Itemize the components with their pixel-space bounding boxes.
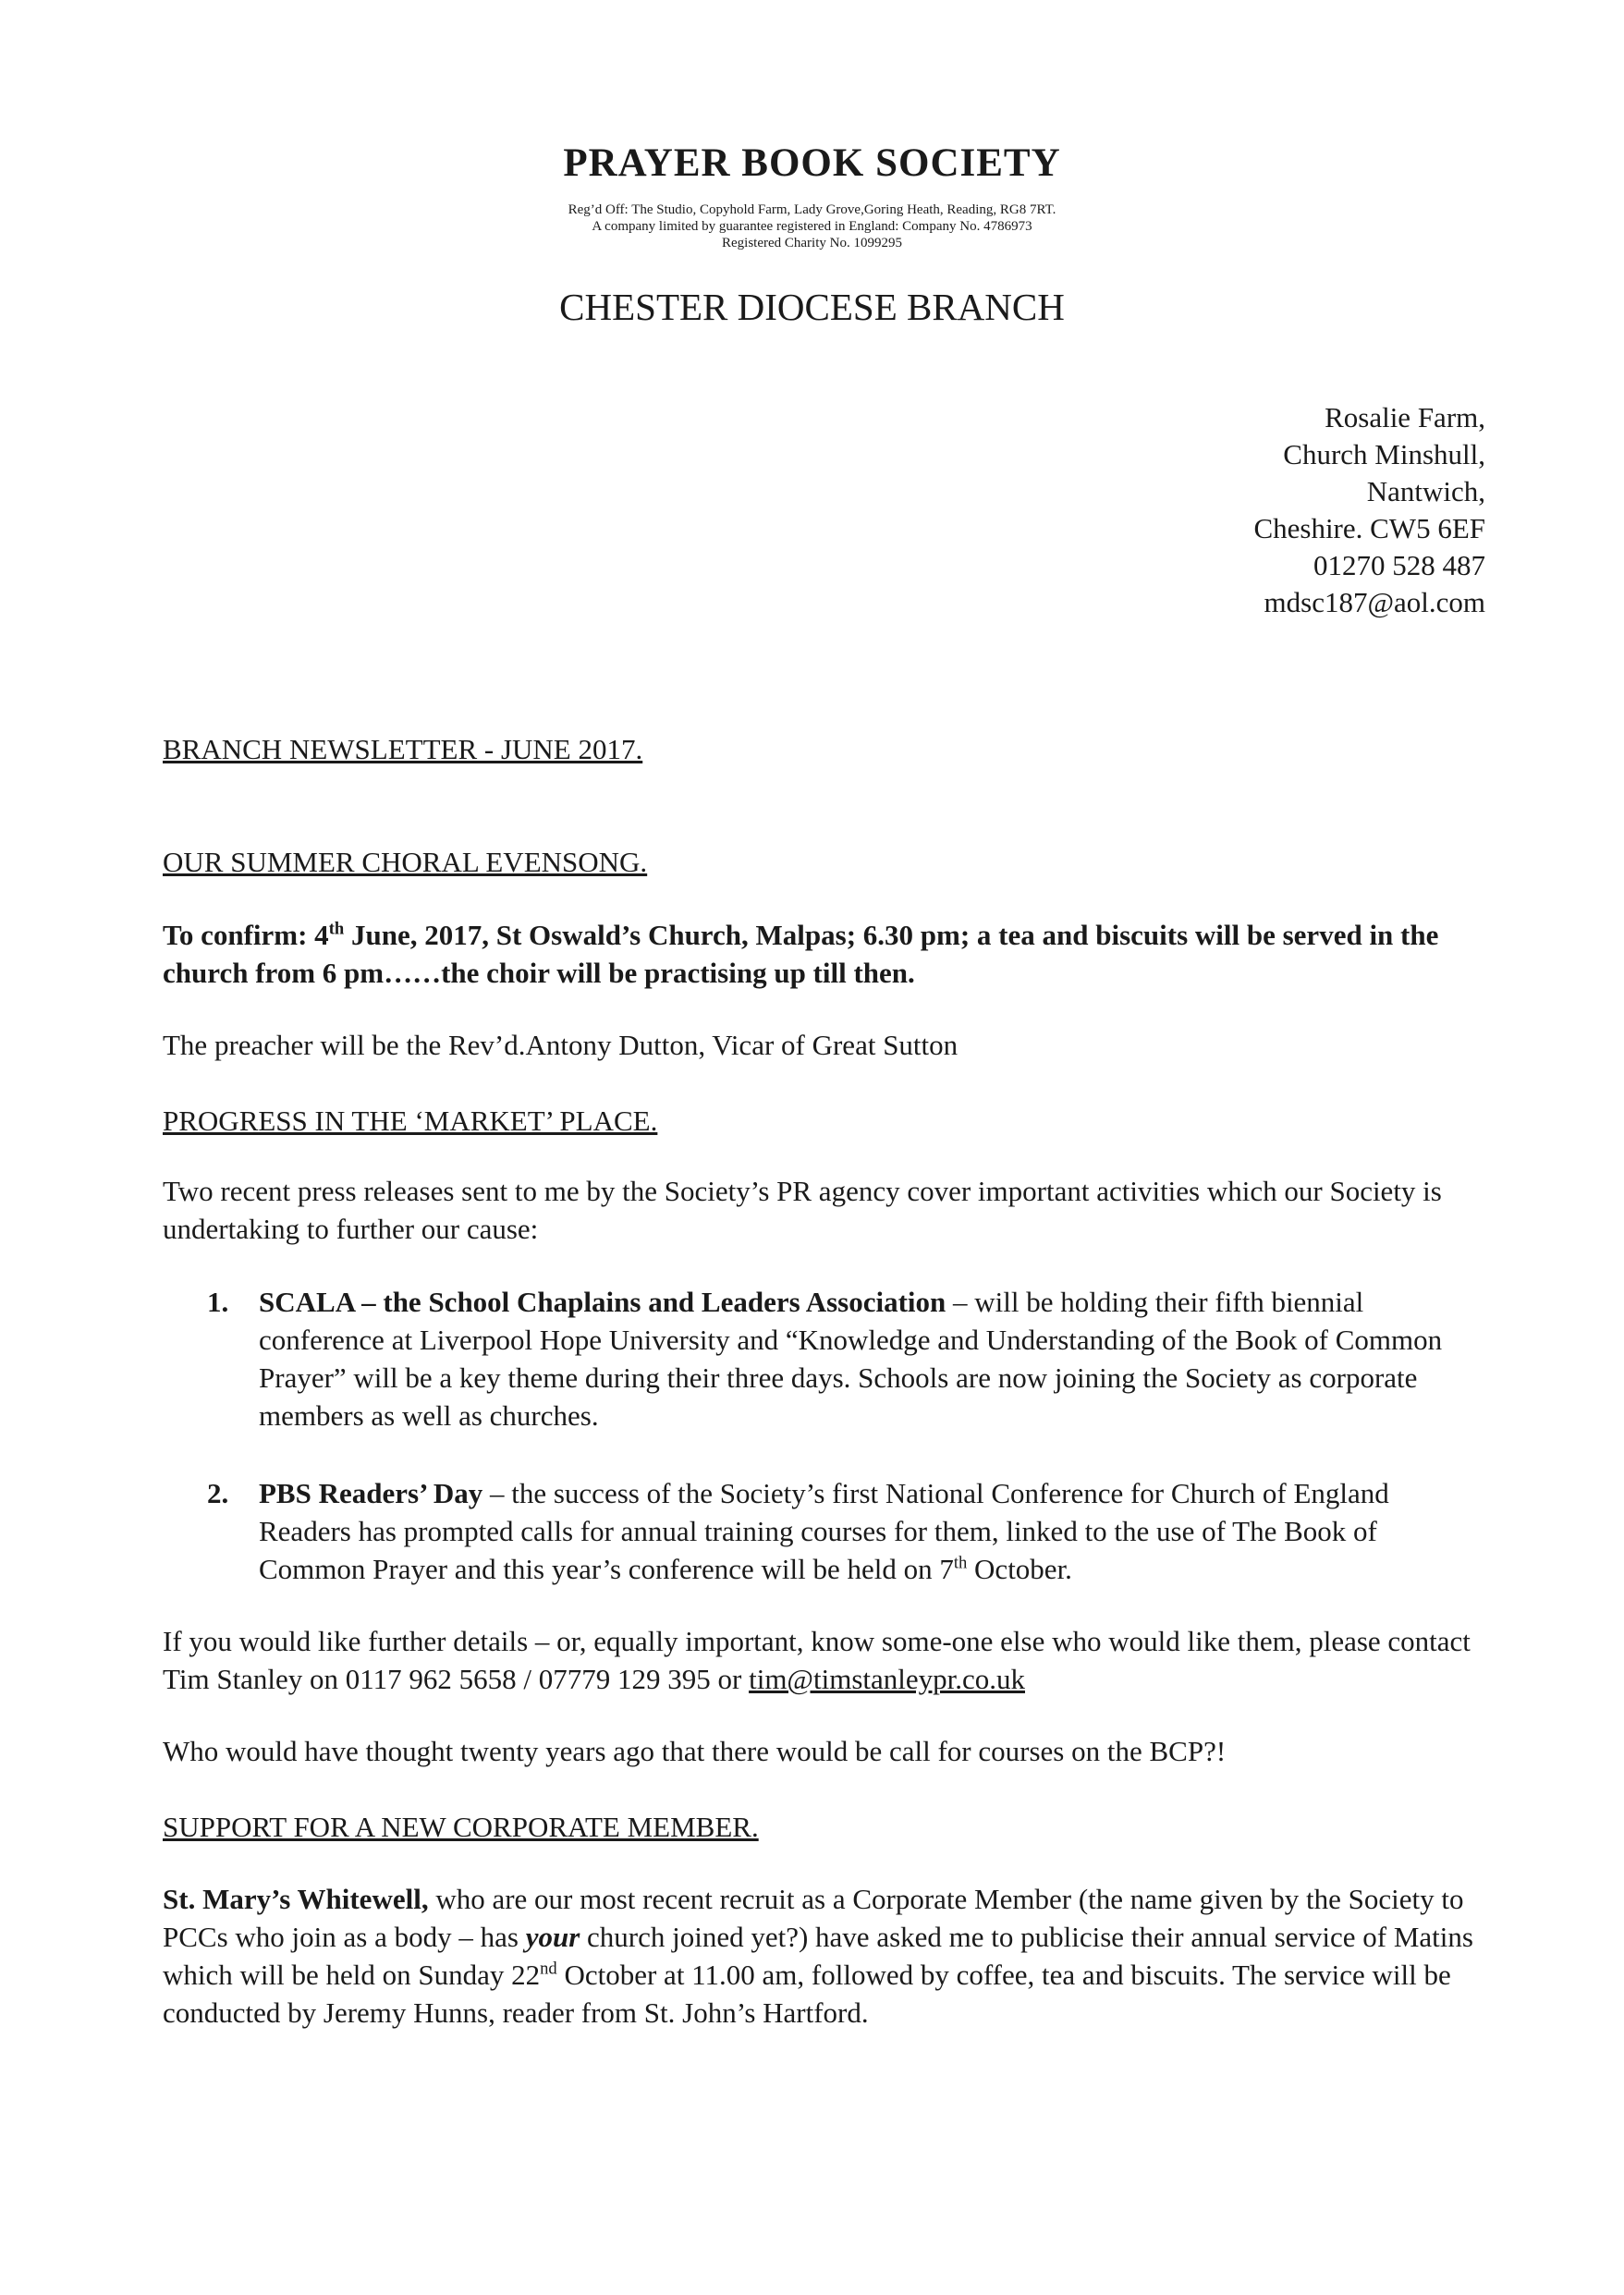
email-address: mdsc187@aol.com: [1264, 586, 1485, 618]
church-name: St. Mary’s Whitewell,: [163, 1883, 429, 1915]
support-text-a: who are our most recent recruit as a Corporate Member (the name given by the Society to PCCs who join as a body – has: [163, 1883, 1464, 1953]
registration-details: [0, 201, 1624, 251]
support-heading: SUPPORT FOR A NEW CORPORATE MEMBER.: [163, 1811, 759, 1843]
contact-text: If you would like further details – or, equally important, know some-one else who would like them, please contact Tim Stanley on 0117 962 5658 / 07779 129 395 or: [163, 1625, 1471, 1695]
progress-heading: PROGRESS IN THE ‘MARKET’ PLACE.: [163, 1105, 658, 1137]
contact-paragraph: [163, 1622, 1484, 1698]
confirm-superscript: th: [328, 919, 345, 939]
closing-remark: Who would have thought twenty years ago that there would be call for courses on the BCP?!: [163, 1735, 1227, 1767]
address-line-4: Cheshire. CW5 6EF: [1253, 512, 1485, 544]
org-title: PRAYER BOOK SOCIETY: [563, 141, 1061, 185]
confirm-text-start: To confirm: 4: [163, 919, 329, 951]
sender-address: [1253, 399, 1485, 621]
support-text-b: church joined yet?) have asked me to publicise their annual service of Matins which will be held on Sunday 22: [163, 1921, 1473, 1991]
contact-email-link[interactable]: tim@timstanleypr.co.uk: [749, 1663, 1025, 1695]
address-line-2: Church Minshull,: [1283, 438, 1485, 470]
newsletter-heading: BRANCH NEWSLETTER - JUNE 2017.: [163, 733, 643, 765]
evensong-heading: OUR SUMMER CHORAL EVENSONG.: [163, 846, 648, 878]
support-paragraph: [163, 1880, 1484, 2032]
support-text-c: October at 11.00 am, followed by coffee, tea and biscuits. The service will be conducted by Jeremy Hunns, reader from St. John’s Hartford.: [163, 1959, 1451, 2029]
phone-number: 01270 528 487: [1313, 549, 1485, 581]
evensong-confirmation: [163, 916, 1484, 992]
confirm-text-end: June, 2017, St Oswald’s Church, Malpas; 6.30 pm; a tea and biscuits will be served in the church from 6 pm……the choir will be practising up till then.: [163, 919, 1439, 989]
list-number: 1.: [207, 1286, 229, 1318]
branch-name: CHESTER DIOCESE BRANCH: [559, 286, 1065, 328]
list-text: – the success of the Society’s first National Conference for Church of England Readers has prompted calls for annual training courses for them, linked to the use of The Book of Common Prayer and this year’s conference will be held on 7: [259, 1477, 1389, 1585]
support-superscript: nd: [540, 1959, 557, 1979]
list-superscript: th: [953, 1553, 968, 1573]
list-text: – will be holding their fifth biennial conference at Liverpool Hope University and “Knowledge and Understanding of the Book of Common Prayer” will be a key theme during their three days. Schools are now joining the Society as corporate members as well as churches.: [259, 1286, 1443, 1432]
list-body: [259, 1283, 1488, 1434]
company-number: A company limited by guarantee registered in England: Company No. 4786973: [592, 219, 1032, 234]
list-bold-title: SCALA – the School Chaplains and Leaders Association: [259, 1286, 946, 1318]
emphasis-your: your: [525, 1921, 580, 1953]
address-line-3: Nantwich,: [1366, 475, 1485, 507]
list-bold-title: PBS Readers’ Day: [259, 1477, 483, 1509]
list-body: [259, 1474, 1488, 1588]
list-text-tail: October.: [967, 1553, 1072, 1585]
registered-office: Reg’d Off: The Studio, Copyhold Farm, Lady Grove,Goring Heath, Reading, RG8 7RT.: [568, 202, 1056, 217]
progress-intro: Two recent press releases sent to me by the Society’s PR agency cover important activities which our Society is undertaking to further our cause:: [163, 1175, 1442, 1245]
address-line-1: Rosalie Farm,: [1325, 401, 1485, 433]
charity-number: Registered Charity No. 1099295: [722, 236, 902, 250]
preacher-line: The preacher will be the Rev’d.Antony Dutton, Vicar of Great Sutton: [163, 1029, 959, 1061]
list-number: 2.: [207, 1477, 229, 1509]
